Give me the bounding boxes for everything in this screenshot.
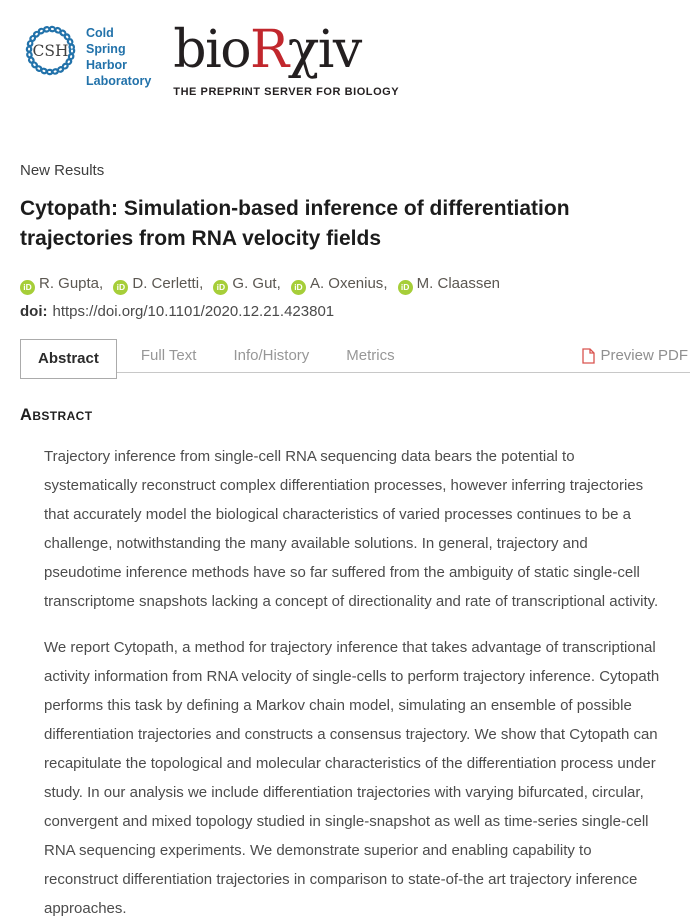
author-name[interactable]: M. Claassen <box>416 275 501 292</box>
author-separator: , <box>383 275 392 292</box>
author[interactable] <box>398 275 500 292</box>
tab-full-text[interactable]: Full Text <box>140 347 197 364</box>
abstract-paragraph-2: We report Cytopath, a method for trajectory inference that takes advantage of transcriptional activity information from RNA velocity of single-cells to perform trajectory inference. Cytopath performs this task by defining a Markov chain model, simulating an ensemble of possible differentiation trajectories and constructs a consensus trajectory. We show that Cytopath can recapitulate the topological and molecular characteristics of the differentiation process under study. In our analysis we include differentiation trajectories with varying bifurcated, circular, convergent and mixed topology studied in single-snapshot as well as time-series single-cell RNA sequencing experiments. We demonstrate superior and enabling capability to reconstruct differentiation trajectories in comparison to state-of-the art trajectory inference approaches. <box>44 639 660 917</box>
article-tab-bar <box>20 339 690 373</box>
author-name[interactable]: D. Cerletti <box>132 275 200 292</box>
cshl-line: Harbor <box>86 58 127 72</box>
biorxiv-tagline: THE PREPRINT SERVER FOR BIOLOGY <box>173 86 400 98</box>
abstract-body <box>44 442 664 923</box>
abstract-section <box>20 406 690 923</box>
tab-abstract[interactable]: Abstract <box>20 339 117 379</box>
doi-link[interactable]: https://doi.org/10.1101/2020.12.21.423801 <box>52 303 335 320</box>
author-name[interactable]: A. Oxenius <box>309 275 384 292</box>
cshl-line: Spring <box>86 42 126 56</box>
tab-metrics[interactable]: Metrics <box>346 347 395 364</box>
orcid-icon[interactable]: iD <box>398 280 413 295</box>
doi-line <box>20 303 690 320</box>
article-content <box>0 162 699 923</box>
cshl-line: Cold <box>86 26 114 40</box>
orcid-icon[interactable]: iD <box>113 280 128 295</box>
orcid-icon[interactable]: iD <box>213 280 228 295</box>
preview-pdf-button[interactable] <box>582 339 690 373</box>
csh-acronym: CSH <box>32 42 69 60</box>
doi-label: doi: <box>20 303 48 320</box>
author-name[interactable]: R. Gupta <box>39 275 100 292</box>
cshl-logo-link[interactable] <box>24 22 151 89</box>
orcid-icon[interactable]: iD <box>20 280 35 295</box>
biorxiv-logo-link[interactable] <box>173 22 399 98</box>
preview-pdf-label: Preview PDF <box>600 347 688 364</box>
author[interactable] <box>291 275 392 292</box>
abstract-heading: Abstract <box>20 406 93 424</box>
biorxiv-chi: χ <box>287 20 318 80</box>
cshl-org-name <box>86 25 151 89</box>
tab-info-history[interactable]: Info/History <box>233 347 310 364</box>
author-separator: , <box>99 275 108 292</box>
biorxiv-bio: bio <box>173 20 251 80</box>
author-separator: , <box>276 275 285 292</box>
pdf-file-icon <box>582 348 595 364</box>
category-new-results[interactable]: New Results <box>20 162 105 179</box>
biorxiv-wordmark <box>173 22 399 78</box>
author[interactable] <box>213 275 285 292</box>
author-separator: , <box>199 275 208 292</box>
article-title: Cytopath: Simulation-based inference of differentiation trajectories from RNA velocity fields <box>20 197 570 250</box>
author[interactable] <box>20 275 107 292</box>
csh-dna-ring-icon <box>24 24 77 77</box>
author[interactable] <box>113 275 207 292</box>
cshl-line: Laboratory <box>86 74 152 88</box>
author-list <box>20 275 690 295</box>
author-name[interactable]: G. Gut <box>232 275 277 292</box>
biorxiv-iv: iv <box>317 20 361 80</box>
masthead <box>0 0 699 98</box>
orcid-icon[interactable]: iD <box>291 280 306 295</box>
biorxiv-r: R <box>250 20 288 80</box>
abstract-paragraph-1: Trajectory inference from single-cell RNA sequencing data bears the potential to systematically reconstruct complex differentiation processes, however inferring trajectories that accurately model the biological characteristics of varied processes continues to be a challenge, notwithstanding the many available solutions. In general, trajectory and pseudotime inference methods have so far suffered from the ambiguity of static single-cell transcriptome snapshots lacking a concept of directionality and rate of transcriptional activity. <box>44 448 659 610</box>
